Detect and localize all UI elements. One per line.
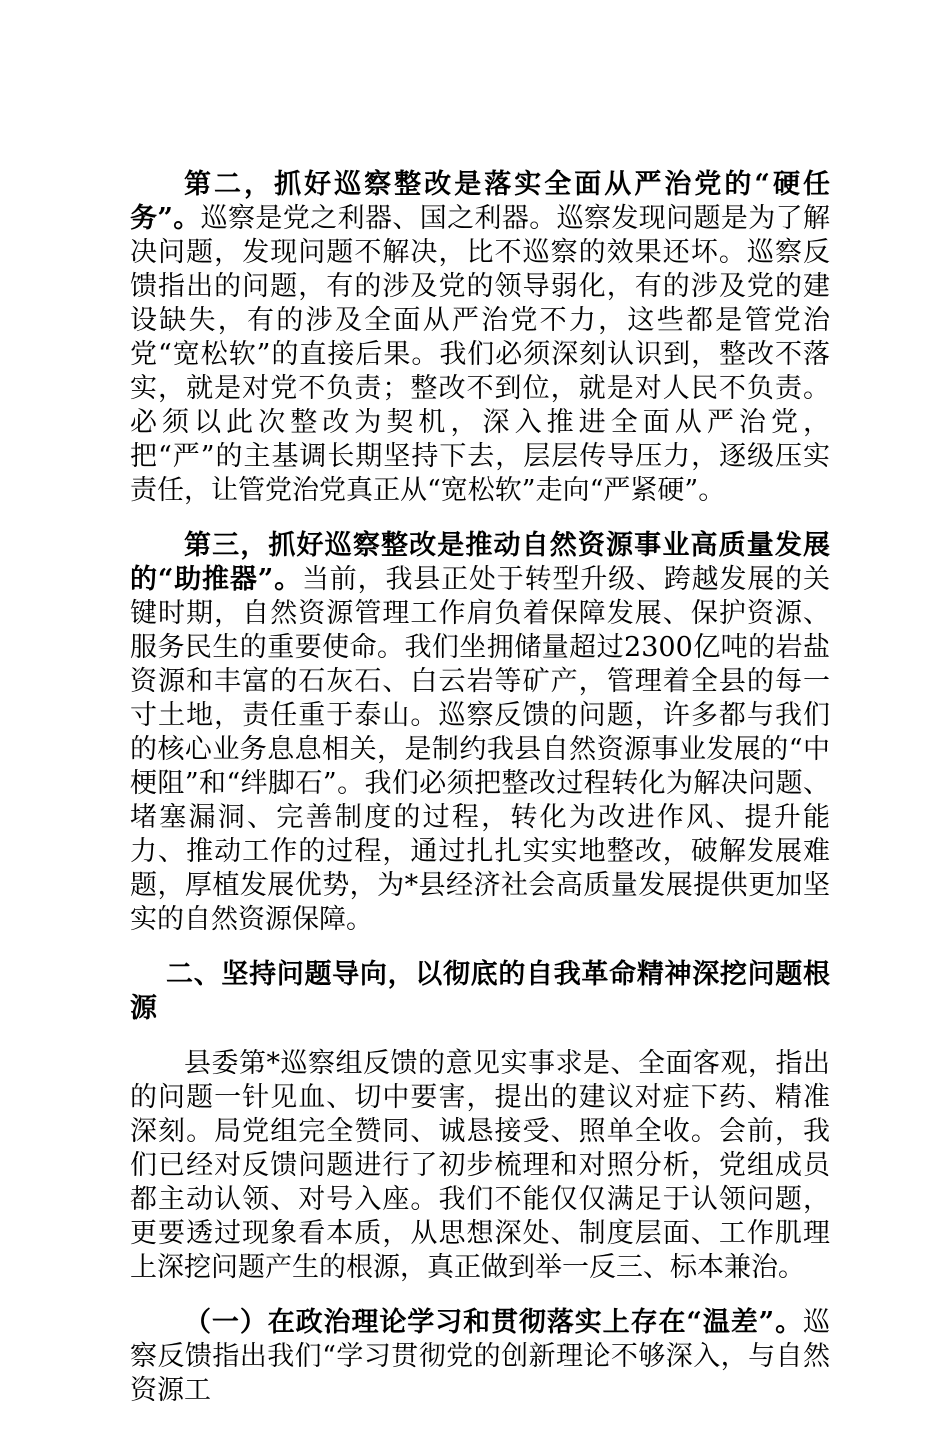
paragraph-lead: 第三，抓好巡察整改是推动自然资源事业高质量发展的“助推器”。 <box>130 530 830 595</box>
paragraph-third-point <box>130 529 830 937</box>
paragraph-body: 巡察是党之利器、国之利器。巡察发现问题是为了解决问题，发现问题不解决，比不巡察的效果还坏。巡察反馈指出的问题，有的涉及党的领导弱化，有的涉及党的建设缺失，有的涉及全面从严治党不力，这些都是管党治党“宽松软”的直接后果。我们必须深刻认识到，整改不落实，就是对党不负责；整改不到位，就是对人民不负责。必须以此次整改为契机，深入推进全面从严治党，把“严”的主基调长期坚持下去，层层传导压力，逐级压实责任，让管党治党真正从“宽松软”走向“严紧硬”。 <box>130 203 831 506</box>
paragraph-lead: 第二，抓好巡察整改是落实全面从严治党的“硬任务”。 <box>130 169 830 234</box>
paragraph-second-point <box>130 168 830 508</box>
document-page <box>130 168 830 1429</box>
paragraph-body: 当前，我县正处于转型升级、跨越发展的关键时期，自然资源管理工作肩负着保障发展、保护资源、服务民生的重要使命。我们坐拥储量超过2300亿吨的岩盐资源和丰富的石灰石、白云岩等矿产，管理着全县的每一寸土地，责任重于泰山。巡察反馈的问题，许多都与我们的核心业务息息相关，是制约我县自然资源事业发展的“中梗阻”和“绊脚石”。我们必须把整改过程转化为解决问题、堵塞漏洞、完善制度的过程，转化为改进作风、提升能力、推动工作的过程，通过扎扎实实地整改，破解发展难题，厚植发展优势，为*县经济社会高质量发展提供更加坚实的自然资源保障。 <box>130 564 831 935</box>
subsection-lead: （一）在政治理论学习和贯彻落实上存在“温差”。 <box>184 1307 803 1338</box>
section-heading: 二、坚持问题导向，以彻底的自我革命精神深挖问题根源 <box>130 959 830 1024</box>
subsection-body: 巡察反馈指出我们“学习贯彻党的创新理论不够深入，与自然资源工 <box>130 1307 830 1406</box>
section-intro-paragraph: 县委第*巡察组反馈的意见实事求是、全面客观，指出的问题一针见血、切中要害，提出的建议对症下药、精准深刻。局党组完全赞同、诚恳接受、照单全收。会前，我们已经对反馈问题进行了初步梳理和对照分析，党组成员都主动认领、对号入座。我们不能仅仅满足于认领问题，更要透过现象看本质，从思想深处、制度层面、工作肌理上深挖问题产生的根源，真正做到举一反三、标本兼治。 <box>130 1048 830 1283</box>
subsection-paragraph <box>130 1306 830 1408</box>
